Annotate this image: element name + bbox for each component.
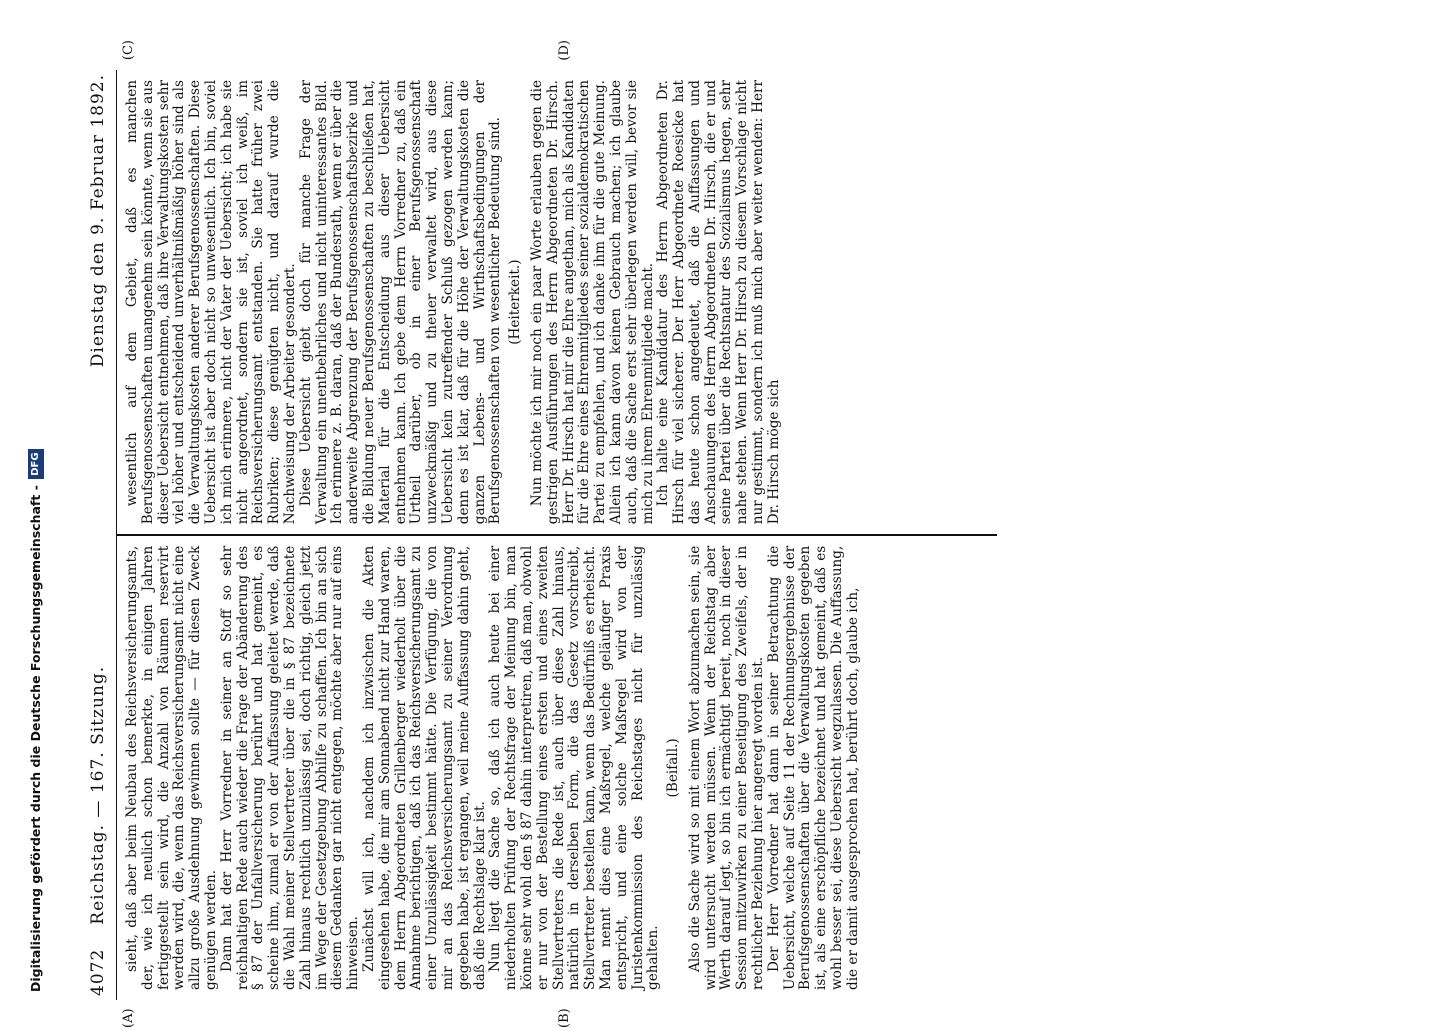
session-title: Reichstag. — 167. Sitzung. (88, 665, 108, 925)
left-column (117, 536, 997, 1028)
session-date: Dienstag den 9. Februar 1892. (88, 74, 108, 368)
paragraph: Der Herr Vorredner hat dann in seiner Betrachtung die Uebersicht, welche auf Seite 11 der Rechnungsergebnisse der Berufsgenossenschaften über die Verwaltungskosten gegeben ist, als eine erschöpfliche bezeichnet und hat gemeint, daß es wohl besser sei, diese Uebersicht wegzulassen. Die Auffassung, die er damit ausgesprochen hat, berührt doch, glaube ich, (765, 545, 861, 990)
right-column (117, 40, 997, 534)
applause-note: (Beifall.) (665, 738, 682, 798)
margin-marker-d: (D) (557, 40, 572, 61)
margin-marker-a: (A) (121, 1008, 136, 1028)
paragraph: Nun möchte ich mir noch ein paar Worte erlauben gegen die gestrigen Ausführungen des Herrn Abgeordneten Dr. Hirsch. Herr Dr. Hirsch hat mir die Ehre angethan, mich als Kandidaten für die Ehre eines Ehrenmitgliedes seiner sozialdemokratischen Partei zu empfehlen, und ich danke ihm für die gute Meinung. Allein ich kann davon keinen Gebrauch machen; ich glaube auch, daß die Sache erst sehr überlegen werden will, bevor sie mich zu ihrem Ehrenmitgliede macht. (528, 80, 656, 525)
paragraph: Ich halte eine Kandidatur des Herrn Abgeordneten Dr. Hirsch für viel sicherer. Der Herr Abgeordnete Roesicke hat das heute schon angedeutet, daß die Auffassungen und Anschauungen des Herrn Abgeordneten Dr. Hirsch, die er und seine Partei über die Rechtsnatur des Sozialismus hegen, sehr nahe stehen. Wenn Herr Dr. Hirsch zu diesem Vorschlage nicht nur gestimmt, sondern ich muß mich aber weiter wenden: Herr Dr. Hirsch möge sich (655, 80, 782, 525)
paragraph: Zunächst will ich, nachdem ich inzwischen die Akten eingesehen habe, die mir am Sonnabend nicht zur Hand waren, dem Herrn Abgeordneten Grillenberger wiederholt über die Annahme berichtigen, daß ich das Reichsversicherungsamt zu einer Unzulässigkeit bestimmt hätte. Die Verfügung, die von mir an das Reichsversicherungsamt zu seiner Verordnung gegeben habe, ist ergangen, weil meine Auffassung dahin geht, daß die Rechtslage klar ist. (360, 545, 488, 990)
dfg-logo-icon: DFG (28, 449, 44, 479)
laughter-note: (Heiterkeit.) (507, 259, 524, 345)
paragraph: Dann hat der Herr Vorredner in seiner an Stoff so sehr reichhaltigen Rede auch wieder die Frage der Abänderung des § 87 der Unfallversicherung berührt und hat gemeint, es scheine ihm, zumal er von der Auffassung geleitet werde, daß die Wahl meiner Stellvertreter über die in § 87 bezeichnete Zahl hinaus rechtlich unzulässig sei, doch richtig, gleich jetzt im Wege der Gesetzgebung Abhilfe zu schaffen. Ich bin an sich diesem Gedanken gar nicht entgegen, möchte aber nur auf eins hinweisen. (218, 545, 362, 990)
page-number: 4072 (88, 948, 108, 996)
paragraph: Diese Uebersicht giebt doch für manche Frage der Verwaltung ein unentbehrliches und nicht uninteressantes Bild. Ich erinnere z. B. daran, daß der Bundesrath, wenn er über die anderweite Abgrenzung der Berufsgenossenschaftsbezirke und die Bildung neuer Berufsgenossenschaften zu beschließen hat, Material für die Entscheidung aus dieser Uebersicht entnehmen kann. Ich gebe dem Herrn Vorredner zu, daß ein Urtheil darüber, ob in einer Berufsgenossenschaft unzweckmäßig und zu theuer verwaltet wird, aus diese Uebersicht kein zutreffender Schluß gezogen werden kann; denn es ist klar, daß für die Höhe der Verwaltungskosten die ganzen Lebens- und Wirthschaftsbedingungen der Berufsgenossenschaften von wesentlicher Bedeutung sind. (297, 80, 504, 525)
margin-marker-b: (B) (557, 1008, 572, 1028)
running-header (88, 70, 117, 1000)
credit-text: Digitalisierung gefördert durch die Deutsche Forschungsgemeinschaft - (28, 485, 43, 992)
digitization-credit (0, 0, 43, 1000)
paragraph: Nun liegt die Sache so, daß ich auch heute bei einer niederholten Prüfung der Rechtsfrage der Meinung bin, man könne sehr wohl den § 87 dahin interpretiren, daß man, obwohl er nur von der Bestellung eines ersten und eines zweiten Stellvertreters die Rede ist, auch über diese Zahl hinaus, natürlich in derselben Form, die das Gesetz vorschreibt, Stellvertreter bestellen kann, wenn das Bedürfniß es erheischt. Man nennt dies eine Maßregel, welche geläufiger Praxis entspricht, und eine solche Maßregel wird von der Juristenkommission des Reichstages nicht für unzulässig gehalten. (487, 545, 662, 990)
margin-marker-c: (C) (121, 40, 136, 61)
paragraph: wesentlich auf dem Gebiet, daß es manchen Berufsgenossenschaften unangenehm sein könnte, wenn sie aus dieser Uebersicht entnehmen, daß ihre Verwaltungskosten sehr viel höher und entscheidend unverhältnißmäßig höher sind als die Verwaltungskosten anderer Berufsgenossenschaften. Diese Uebersicht ist aber doch nicht so unwesentlich. Ich bin, soviel ich mich erinnere, nicht der Vater der Uebersicht; ich habe sie nicht angeordnet, sondern sie ist, soviel ich weiß, im Reichsversicherungsamt entstanden. Sie hatte früher zwei Rubriken; diese genügten nicht, und darauf wurde die Nachweisung der Arbeiter gesondert. (124, 80, 298, 525)
paragraph: sieht, daß aber beim Neubau des Reichsversicherungsamts, der, wie ich neulich schon bemerkte, in einigen Jahren fertiggestellt sein wird, die Anzahl von Räumen reservirt werden wird, die, wenn das Reichsversicherungsamt nicht eine allzu große Ausdehnung gewinnen sollte — für diesen Zweck genügen werden. (124, 545, 219, 990)
document-page (80, 40, 1432, 1028)
paragraph: Also die Sache wird so mit einem Wort abzumachen sein, sie wird untersucht werden müssen. Wenn der Reichstag aber Werth darauf legt, so bin ich ermächtigt bereit, noch in dieser Session mitzuwirken zu einer Beseitigung des Zweifels, der in rechtlicher Beziehung hier angeregt worden ist. (686, 545, 767, 990)
